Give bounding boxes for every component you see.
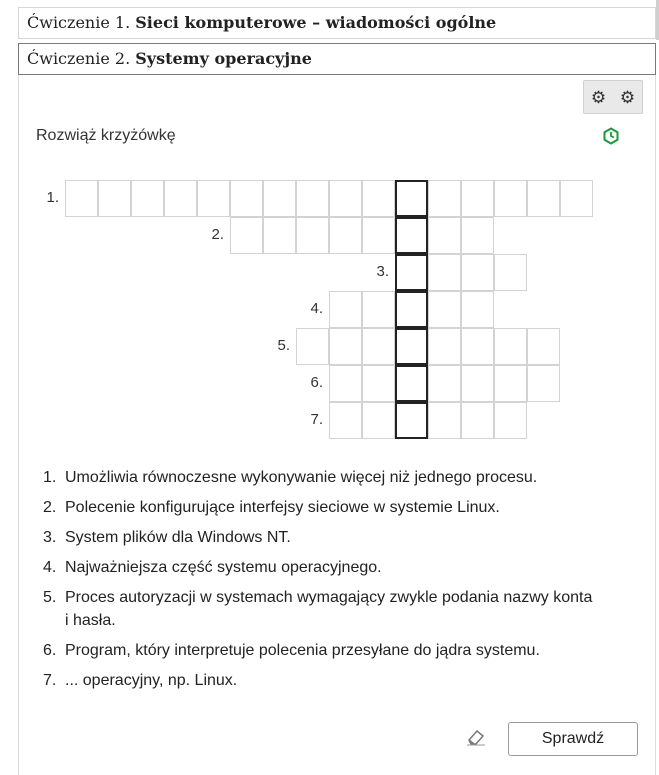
crossword-row-number: 6. [310, 374, 323, 391]
crossword-cell[interactable] [230, 180, 263, 217]
exercise-2-title: Systemy operacyjne [135, 49, 312, 68]
task-title: Rozwiąż krzyżówkę [36, 127, 176, 144]
clue-item [43, 496, 595, 519]
crossword-cell[interactable] [362, 365, 395, 402]
crossword-row-number: 2. [211, 226, 224, 243]
crossword-cell[interactable] [296, 328, 329, 365]
crossword-row-number: 4. [310, 300, 323, 317]
clue-text: System plików dla Windows NT. [65, 529, 291, 546]
crossword-key-cell[interactable] [395, 402, 428, 439]
crossword-key-cell[interactable] [395, 291, 428, 328]
crossword-cell[interactable] [461, 365, 494, 402]
crossword-cell[interactable] [461, 328, 494, 365]
clue-text: Umożliwia równoczesne wykonywanie więcej niż jednego procesu. [65, 469, 538, 486]
clue-text: Polecenie konfigurujące interfejsy sieciowe w systemie Linux. [65, 499, 500, 516]
exercise-1-header[interactable] [18, 7, 656, 39]
crossword-cell[interactable] [494, 254, 527, 291]
hexagon-check-icon [602, 127, 620, 145]
crossword-cell[interactable] [494, 328, 527, 365]
clue-item [43, 526, 595, 549]
crossword-cell[interactable] [428, 365, 461, 402]
clue-text: Program, który interpretuje polecenia przesyłane do jądra systemu. [65, 642, 540, 659]
crossword-cell[interactable] [362, 328, 395, 365]
exercise-1-prefix: Ćwiczenie 1. [27, 13, 136, 32]
eraser-icon[interactable] [466, 728, 486, 746]
crossword-cell[interactable] [461, 217, 494, 254]
crossword-key-cell[interactable] [395, 180, 428, 217]
crossword-cell[interactable] [428, 180, 461, 217]
clue-number: 5. [43, 589, 57, 606]
crossword-cell[interactable] [131, 180, 164, 217]
crossword-cell[interactable] [263, 180, 296, 217]
crossword-cell[interactable] [428, 254, 461, 291]
clue-text: ... operacyjny, np. Linux. [65, 672, 238, 689]
crossword-cell[interactable] [527, 365, 560, 402]
crossword-cell[interactable] [230, 217, 263, 254]
crossword-cell[interactable] [494, 180, 527, 217]
clue-number: 2. [43, 499, 57, 516]
crossword-cell[interactable] [296, 217, 329, 254]
clue-item [43, 466, 595, 489]
clue-list [43, 466, 595, 699]
crossword-cell[interactable] [329, 328, 362, 365]
crossword-cell[interactable] [461, 291, 494, 328]
gear-icon[interactable]: ⚙ [590, 87, 607, 107]
crossword-cell[interactable] [263, 217, 296, 254]
clue-text: Najważniejsza część systemu operacyjnego. [65, 559, 382, 576]
clue-item [43, 669, 595, 692]
clue-number: 6. [43, 642, 57, 659]
crossword-cell[interactable] [329, 180, 362, 217]
clue-item [43, 556, 595, 579]
clue-number: 1. [43, 469, 57, 486]
crossword-cell[interactable] [461, 402, 494, 439]
crossword-cell[interactable] [461, 180, 494, 217]
clue-number: 4. [43, 559, 57, 576]
crossword-key-cell[interactable] [395, 217, 428, 254]
crossword-key-cell[interactable] [395, 254, 428, 291]
crossword-cell[interactable] [362, 291, 395, 328]
crossword-row-number: 5. [277, 337, 290, 354]
clue-number: 3. [43, 529, 57, 546]
crossword-cell[interactable] [428, 402, 461, 439]
crossword-cell[interactable] [362, 402, 395, 439]
settings-toolbar [583, 80, 643, 114]
clue-item [43, 639, 595, 662]
crossword-cell[interactable] [98, 180, 131, 217]
crossword-cell[interactable] [560, 180, 593, 217]
crossword-cell[interactable] [461, 254, 494, 291]
crossword-cell[interactable] [296, 180, 329, 217]
clue-number: 7. [43, 672, 57, 689]
crossword-cell[interactable] [428, 328, 461, 365]
crossword-key-cell[interactable] [395, 365, 428, 402]
crossword-cell[interactable] [329, 402, 362, 439]
exercise-1-title: Sieci komputerowe – wiadomości ogólne [135, 13, 497, 32]
gear-icon[interactable]: ⚙ [619, 87, 636, 107]
crossword-cell[interactable] [164, 180, 197, 217]
crossword-cell[interactable] [362, 180, 395, 217]
crossword-cell[interactable] [527, 180, 560, 217]
crossword-cell[interactable] [428, 217, 461, 254]
crossword-row-number: 1. [46, 189, 59, 206]
crossword-cell[interactable] [329, 365, 362, 402]
crossword-cell[interactable] [329, 217, 362, 254]
crossword-row-number: 3. [376, 263, 389, 280]
crossword-cell[interactable] [65, 180, 98, 217]
exercise-2-prefix: Ćwiczenie 2. [27, 49, 136, 68]
crossword-cell[interactable] [428, 291, 461, 328]
crossword-cell[interactable] [197, 180, 230, 217]
exercise-2-header[interactable] [18, 43, 656, 75]
clue-item [43, 586, 595, 632]
check-button[interactable]: Sprawdź [508, 722, 638, 756]
crossword-cell[interactable] [362, 217, 395, 254]
clue-text: Proces autoryzacji w systemach wymagający zwykle podania nazwy konta i hasła. [65, 589, 593, 629]
crossword-cell[interactable] [527, 328, 560, 365]
crossword-row-number: 7. [310, 411, 323, 428]
crossword-cell[interactable] [494, 365, 527, 402]
crossword-key-cell[interactable] [395, 328, 428, 365]
crossword-cell[interactable] [329, 291, 362, 328]
crossword-cell[interactable] [494, 402, 527, 439]
